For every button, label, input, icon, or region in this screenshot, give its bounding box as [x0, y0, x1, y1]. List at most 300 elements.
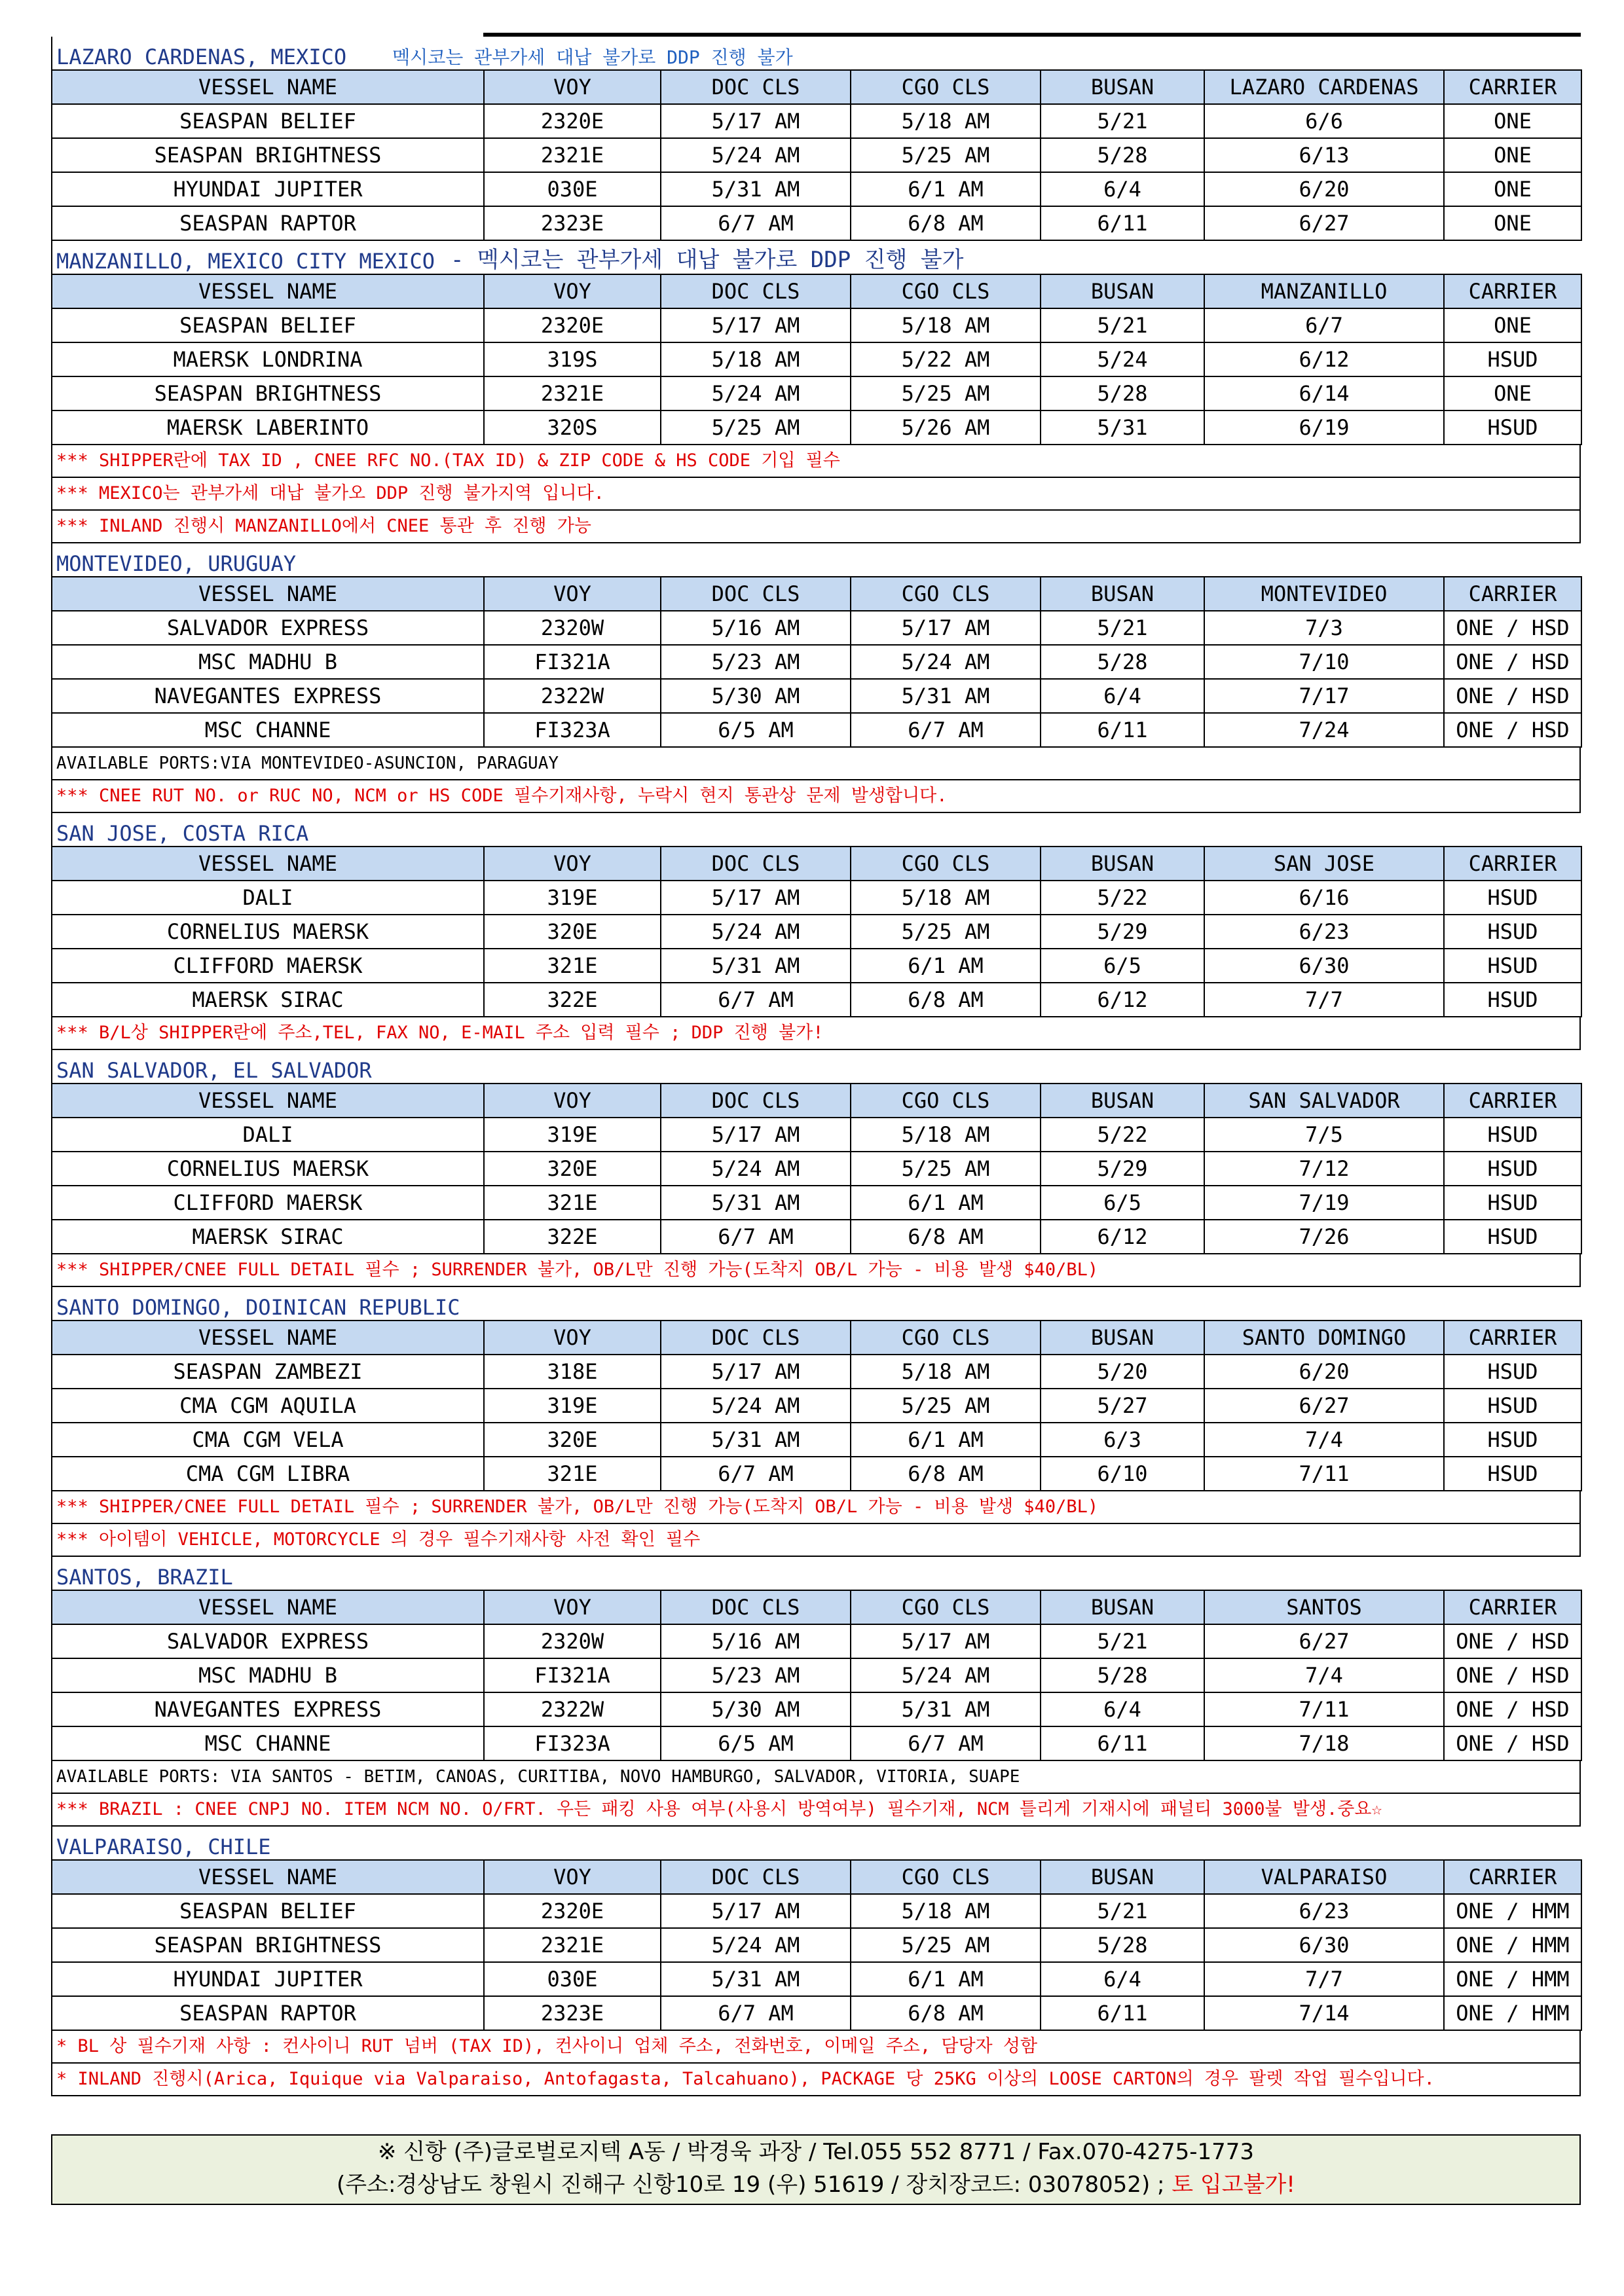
table-cell: 6/5 AM [661, 1726, 851, 1760]
table-cell: 6/4 [1041, 1962, 1204, 1996]
table-cell: HYUNDAI JUPITER [52, 172, 484, 206]
table-cell: 6/19 [1204, 410, 1444, 445]
column-header: CARRIER [1444, 1860, 1581, 1894]
section-header [51, 1557, 1581, 1590]
table-cell: HSUD [1444, 410, 1581, 445]
table-row [52, 713, 1581, 747]
schedule-table [51, 274, 1582, 445]
table-cell: DALI [52, 881, 484, 915]
table-cell: 6/27 [1204, 1389, 1444, 1423]
column-header: CGO CLS [851, 577, 1041, 611]
table-cell: 5/24 AM [661, 376, 851, 410]
table-cell: 6/4 [1041, 679, 1204, 713]
sections-container [51, 37, 1581, 2096]
table-cell: FI323A [484, 1726, 661, 1760]
table-cell: 5/16 AM [661, 611, 851, 645]
table-cell: 5/24 AM [851, 645, 1041, 679]
column-header: MANZANILLO [1204, 274, 1444, 308]
table-cell: 6/8 AM [851, 983, 1041, 1017]
section-note: AVAILABLE PORTS:VIA MONTEVIDEO-ASUNCION, PARAGUAY [51, 748, 1581, 780]
table-cell: SEASPAN BELIEF [52, 308, 484, 342]
column-header: CGO CLS [851, 1084, 1041, 1118]
table-cell: 6/8 AM [851, 1220, 1041, 1254]
table-cell: HSUD [1444, 1355, 1581, 1389]
table-cell: MSC MADHU B [52, 645, 484, 679]
table-cell: ONE [1444, 104, 1581, 138]
column-header: BUSAN [1041, 1321, 1204, 1355]
table-row [52, 1389, 1581, 1423]
table-cell: 6/5 [1041, 949, 1204, 983]
column-header: CGO CLS [851, 847, 1041, 881]
section-note: * BL 상 필수기재 사항 : 컨사이니 RUT 넘버 (TAX ID), 컨사이니 업체 주소, 전화번호, 이메일 주소, 담당자 성함 [51, 2031, 1581, 2064]
table-cell: 5/24 AM [661, 138, 851, 172]
table-cell: DALI [52, 1118, 484, 1152]
table-cell: SEASPAN RAPTOR [52, 1996, 484, 2030]
section-header [51, 1287, 1581, 1320]
column-header: CARRIER [1444, 577, 1581, 611]
table-cell: 6/8 AM [851, 206, 1041, 240]
table-cell: 5/24 AM [851, 1658, 1041, 1692]
table-cell: 6/8 AM [851, 1457, 1041, 1491]
table-cell: 7/24 [1204, 713, 1444, 747]
table-cell: 2320E [484, 308, 661, 342]
table-cell: 322E [484, 983, 661, 1017]
table-row [52, 881, 1581, 915]
table-cell: 5/18 AM [851, 1355, 1041, 1389]
table-cell: 5/22 [1041, 1118, 1204, 1152]
table-cell: 6/1 AM [851, 172, 1041, 206]
table-cell: 6/27 [1204, 206, 1444, 240]
column-header: VALPARAISO [1204, 1860, 1444, 1894]
table-cell: 6/1 AM [851, 1423, 1041, 1457]
table-cell: SALVADOR EXPRESS [52, 1624, 484, 1658]
table-cell: SALVADOR EXPRESS [52, 611, 484, 645]
table-header-row [52, 847, 1581, 881]
section-note: *** SHIPPER/CNEE FULL DETAIL 필수 ; SURRENDER 불가, OB/L만 진행 가능(도착지 OB/L 가능 - 비용 발생 $40/BL) [51, 1491, 1581, 1524]
table-row [52, 1894, 1581, 1928]
table-cell: 5/25 AM [851, 1389, 1041, 1423]
table-cell: 5/28 [1041, 138, 1204, 172]
table-cell: 7/26 [1204, 1220, 1444, 1254]
table-cell: ONE [1444, 376, 1581, 410]
table-cell: 320E [484, 915, 661, 949]
column-header: VESSEL NAME [52, 577, 484, 611]
table-header-row [52, 1860, 1581, 1894]
table-cell: 5/18 AM [661, 342, 851, 376]
table-cell: CLIFFORD MAERSK [52, 949, 484, 983]
table-cell: 321E [484, 949, 661, 983]
table-row [52, 1457, 1581, 1491]
column-header: SAN JOSE [1204, 847, 1444, 881]
table-cell: 5/24 AM [661, 1152, 851, 1186]
table-cell: 5/28 [1041, 1658, 1204, 1692]
table-cell: 5/21 [1041, 1894, 1204, 1928]
table-cell: 6/10 [1041, 1457, 1204, 1491]
schedule-table [51, 576, 1582, 748]
table-cell: 5/28 [1041, 1928, 1204, 1962]
table-cell: 5/31 AM [661, 1423, 851, 1457]
table-row [52, 138, 1581, 172]
section-title: LAZARO CARDENAS, MEXICO [56, 45, 347, 69]
table-cell: 2321E [484, 1928, 661, 1962]
table-row [52, 1186, 1581, 1220]
table-cell: ONE / HSD [1444, 713, 1581, 747]
table-cell: 5/17 AM [661, 881, 851, 915]
table-cell: 5/23 AM [661, 1658, 851, 1692]
table-cell: HSUD [1444, 1220, 1581, 1254]
table-cell: 2320E [484, 104, 661, 138]
table-cell: 6/14 [1204, 376, 1444, 410]
column-header: CARRIER [1444, 847, 1581, 881]
column-header: SANTO DOMINGO [1204, 1321, 1444, 1355]
table-cell: 6/8 AM [851, 1996, 1041, 2030]
table-cell: SEASPAN ZAMBEZI [52, 1355, 484, 1389]
table-row [52, 1658, 1581, 1692]
table-row [52, 206, 1581, 240]
schedule-table [51, 1859, 1582, 2031]
table-cell: FI323A [484, 713, 661, 747]
table-cell: MAERSK SIRAC [52, 1220, 484, 1254]
table-cell: 5/28 [1041, 376, 1204, 410]
table-cell: MAERSK LABERINTO [52, 410, 484, 445]
table-cell: 5/23 AM [661, 645, 851, 679]
table-cell: SEASPAN RAPTOR [52, 206, 484, 240]
section-note: *** B/L상 SHIPPER란에 주소,TEL, FAX NO, E-MAIL 주소 입력 필수 ; DDP 진행 불가! [51, 1017, 1581, 1050]
table-cell: ONE [1444, 308, 1581, 342]
schedule-table [51, 846, 1582, 1017]
table-cell: 5/22 [1041, 881, 1204, 915]
table-cell: 5/25 AM [851, 138, 1041, 172]
table-row [52, 679, 1581, 713]
table-cell: 5/18 AM [851, 881, 1041, 915]
table-cell: ONE / HMM [1444, 1894, 1581, 1928]
table-cell: ONE / HSD [1444, 645, 1581, 679]
column-header: VOY [484, 1590, 661, 1624]
column-header: CGO CLS [851, 1590, 1041, 1624]
footer-line2 [52, 2168, 1579, 2201]
table-cell: 7/7 [1204, 983, 1444, 1017]
table-cell: 5/31 AM [661, 172, 851, 206]
column-header: BUSAN [1041, 70, 1204, 104]
table-cell: NAVEGANTES EXPRESS [52, 679, 484, 713]
table-cell: 6/7 AM [661, 1457, 851, 1491]
table-cell: HSUD [1444, 342, 1581, 376]
section-title-note: - 멕시코는 관부가세 대납 불가로 DDP 진행 불가 [450, 247, 964, 273]
table-row [52, 1423, 1581, 1457]
column-header: VESSEL NAME [52, 1860, 484, 1894]
table-cell: 7/11 [1204, 1457, 1444, 1491]
table-cell: 2322W [484, 679, 661, 713]
table-cell: 6/7 AM [661, 1220, 851, 1254]
table-cell: 5/24 AM [661, 915, 851, 949]
table-cell: MSC CHANNE [52, 1726, 484, 1760]
footer-address: (주소:경상남도 창원시 진해구 신항10로 19 (우) 51619 / 장치장코드: 03078052) ; [337, 2172, 1172, 2198]
column-header: DOC CLS [661, 70, 851, 104]
table-cell: 319E [484, 1389, 661, 1423]
column-header: VESSEL NAME [52, 847, 484, 881]
table-cell: 6/4 [1041, 1692, 1204, 1726]
table-cell: 6/20 [1204, 1355, 1444, 1389]
column-header: DOC CLS [661, 1590, 851, 1624]
table-cell: 5/25 AM [851, 376, 1041, 410]
table-cell: 5/31 [1041, 410, 1204, 445]
column-header: VOY [484, 577, 661, 611]
section-note: *** SHIPPER란에 TAX ID , CNEE RFC NO.(TAX ID) & ZIP CODE & HS CODE 기입 필수 [51, 445, 1581, 478]
table-row [52, 1118, 1581, 1152]
table-cell: 322E [484, 1220, 661, 1254]
table-row [52, 410, 1581, 445]
table-cell: 5/17 AM [661, 1355, 851, 1389]
table-header-row [52, 577, 1581, 611]
column-header: DOC CLS [661, 1084, 851, 1118]
table-cell: 5/21 [1041, 611, 1204, 645]
table-cell: 5/31 AM [661, 949, 851, 983]
table-cell: 7/18 [1204, 1726, 1444, 1760]
table-cell: 2323E [484, 206, 661, 240]
table-cell: 5/29 [1041, 915, 1204, 949]
table-cell: 7/4 [1204, 1423, 1444, 1457]
table-cell: 5/25 AM [851, 915, 1041, 949]
table-cell: SEASPAN BRIGHTNESS [52, 138, 484, 172]
section-title: MONTEVIDEO, URUGUAY [56, 551, 297, 576]
column-header: VESSEL NAME [52, 1590, 484, 1624]
table-cell: 6/16 [1204, 881, 1444, 915]
table-cell: ONE / HMM [1444, 1962, 1581, 1996]
table-cell: 5/16 AM [661, 1624, 851, 1658]
table-cell: HSUD [1444, 1186, 1581, 1220]
column-header: CGO CLS [851, 274, 1041, 308]
table-cell: 6/7 AM [661, 983, 851, 1017]
table-cell: 7/14 [1204, 1996, 1444, 2030]
table-cell: 5/25 AM [661, 410, 851, 445]
table-cell: 6/23 [1204, 1894, 1444, 1928]
table-row [52, 308, 1581, 342]
table-row [52, 645, 1581, 679]
column-header: CGO CLS [851, 70, 1041, 104]
table-cell: 6/7 AM [851, 1726, 1041, 1760]
table-cell: 6/6 [1204, 104, 1444, 138]
table-cell: HSUD [1444, 1423, 1581, 1457]
table-cell: MAERSK SIRAC [52, 983, 484, 1017]
table-cell: CMA CGM AQUILA [52, 1389, 484, 1423]
table-cell: 5/17 AM [661, 308, 851, 342]
table-cell: 5/30 AM [661, 1692, 851, 1726]
column-header: BUSAN [1041, 1084, 1204, 1118]
table-row [52, 1996, 1581, 2030]
column-header: BUSAN [1041, 1590, 1204, 1624]
table-cell: 7/11 [1204, 1692, 1444, 1726]
table-cell: 6/7 AM [661, 206, 851, 240]
table-row [52, 172, 1581, 206]
table-cell: SEASPAN BRIGHTNESS [52, 1928, 484, 1962]
table-cell: 5/26 AM [851, 410, 1041, 445]
table-cell: 7/7 [1204, 1962, 1444, 1996]
table-cell: 320E [484, 1152, 661, 1186]
column-header: VOY [484, 274, 661, 308]
section-header [51, 1827, 1581, 1859]
table-row [52, 915, 1581, 949]
table-cell: 5/30 AM [661, 679, 851, 713]
table-cell: 5/20 [1041, 1355, 1204, 1389]
table-cell: 7/4 [1204, 1658, 1444, 1692]
column-header: CGO CLS [851, 1321, 1041, 1355]
table-cell: MSC CHANNE [52, 713, 484, 747]
table-cell: 6/7 AM [851, 713, 1041, 747]
table-cell: 6/12 [1041, 983, 1204, 1017]
section-note: *** BRAZIL : CNEE CNPJ NO. ITEM NCM NO. O/FRT. 우든 패킹 사용 여부(사용시 방역여부) 필수기재, NCM 틀리게 기재시에 패널티 3000불 발생.중요☆ [51, 1794, 1581, 1827]
table-cell: 320E [484, 1423, 661, 1457]
table-cell: 7/19 [1204, 1186, 1444, 1220]
table-cell: SEASPAN BELIEF [52, 104, 484, 138]
table-cell: ONE / HMM [1444, 1996, 1581, 2030]
column-header: VOY [484, 847, 661, 881]
section-note: *** SHIPPER/CNEE FULL DETAIL 필수 ; SURRENDER 불가, OB/L만 진행 가능(도착지 OB/L 가능 - 비용 발생 $40/BL) [51, 1254, 1581, 1287]
table-cell: 5/18 AM [851, 104, 1041, 138]
table-cell: 5/21 [1041, 104, 1204, 138]
section-note: *** INLAND 진행시 MANZANILLO에서 CNEE 통관 후 진행 가능 [51, 511, 1581, 543]
table-cell: CORNELIUS MAERSK [52, 915, 484, 949]
table-cell: 5/18 AM [851, 308, 1041, 342]
table-row [52, 1726, 1581, 1760]
table-cell: 6/11 [1041, 1996, 1204, 2030]
table-cell: ONE [1444, 172, 1581, 206]
table-cell: 5/17 AM [661, 1894, 851, 1928]
table-cell: 5/31 AM [851, 679, 1041, 713]
table-cell: HSUD [1444, 915, 1581, 949]
section-note: AVAILABLE PORTS: VIA SANTOS - BETIM, CANOAS, CURITIBA, NOVO HAMBURGO, SALVADOR, VITORIA, SUAPE [51, 1761, 1581, 1794]
table-cell: HSUD [1444, 881, 1581, 915]
table-cell: MSC MADHU B [52, 1658, 484, 1692]
table-cell: 5/24 AM [661, 1389, 851, 1423]
table-cell: HSUD [1444, 1118, 1581, 1152]
table-cell: 5/25 AM [851, 1152, 1041, 1186]
table-cell: HYUNDAI JUPITER [52, 1962, 484, 1996]
column-header: VESSEL NAME [52, 1084, 484, 1118]
column-header: SAN SALVADOR [1204, 1084, 1444, 1118]
table-cell: ONE [1444, 138, 1581, 172]
table-cell: 5/22 AM [851, 342, 1041, 376]
table-cell: HSUD [1444, 1389, 1581, 1423]
table-cell: SEASPAN BRIGHTNESS [52, 376, 484, 410]
column-header: VOY [484, 1321, 661, 1355]
table-cell: CLIFFORD MAERSK [52, 1186, 484, 1220]
table-cell: 6/13 [1204, 138, 1444, 172]
table-cell: 321E [484, 1457, 661, 1491]
table-cell: 6/11 [1041, 206, 1204, 240]
table-cell: 5/17 AM [661, 1118, 851, 1152]
table-cell: 2323E [484, 1996, 661, 2030]
table-cell: 319E [484, 1118, 661, 1152]
table-cell: 5/24 AM [661, 1928, 851, 1962]
table-cell: 7/5 [1204, 1118, 1444, 1152]
column-header: BUSAN [1041, 577, 1204, 611]
footer-line1: ※ 신항 (주)글로벌로지텍 A동 / 박경욱 과장 / Tel.055 552 8771 / Fax.070-4275-1773 [377, 2139, 1255, 2165]
column-header: VOY [484, 1860, 661, 1894]
table-cell: 2320W [484, 1624, 661, 1658]
table-row [52, 1355, 1581, 1389]
column-header: CARRIER [1444, 70, 1581, 104]
table-cell: 6/7 AM [661, 1996, 851, 2030]
table-cell: 6/4 [1041, 172, 1204, 206]
table-cell: 6/1 AM [851, 1186, 1041, 1220]
table-cell: 030E [484, 1962, 661, 1996]
table-row [52, 1962, 1581, 1996]
section-title-note: 멕시코는 관부가세 대납 불가로 DDP 진행 불가 [392, 46, 793, 68]
section-title: SAN JOSE, COSTA RICA [56, 821, 309, 846]
table-cell: 2320E [484, 1894, 661, 1928]
section-header [51, 1050, 1581, 1083]
contact-footer [51, 2134, 1581, 2205]
table-cell: 5/18 AM [851, 1118, 1041, 1152]
column-header: SANTOS [1204, 1590, 1444, 1624]
table-cell: 5/24 [1041, 342, 1204, 376]
table-cell: 6/1 AM [851, 949, 1041, 983]
table-cell: ONE / HSD [1444, 1692, 1581, 1726]
table-cell: 7/12 [1204, 1152, 1444, 1186]
table-cell: 5/28 [1041, 645, 1204, 679]
table-header-row [52, 274, 1581, 308]
table-row [52, 376, 1581, 410]
table-cell: 5/31 AM [851, 1692, 1041, 1726]
table-cell: 6/11 [1041, 713, 1204, 747]
table-cell: 5/21 [1041, 308, 1204, 342]
footer-warning: 토 입고불가! [1172, 2172, 1295, 2198]
table-row [52, 1624, 1581, 1658]
table-cell: HSUD [1444, 1457, 1581, 1491]
table-row [52, 1152, 1581, 1186]
table-row [52, 949, 1581, 983]
table-row [52, 1220, 1581, 1254]
column-header: DOC CLS [661, 1860, 851, 1894]
table-cell: ONE / HSD [1444, 679, 1581, 713]
column-header: CGO CLS [851, 1860, 1041, 1894]
table-cell: 6/12 [1204, 342, 1444, 376]
table-cell: 2322W [484, 1692, 661, 1726]
table-row [52, 342, 1581, 376]
table-cell: NAVEGANTES EXPRESS [52, 1692, 484, 1726]
column-header: BUSAN [1041, 847, 1204, 881]
table-cell: 6/11 [1041, 1726, 1204, 1760]
table-cell: 5/31 AM [661, 1962, 851, 1996]
table-cell: 6/3 [1041, 1423, 1204, 1457]
table-header-row [52, 70, 1581, 104]
section-note: *** 아이템이 VEHICLE, MOTORCYCLE 의 경우 필수기재사항 사전 확인 필수 [51, 1524, 1581, 1557]
table-cell: ONE / HSD [1444, 1624, 1581, 1658]
table-cell: 7/3 [1204, 611, 1444, 645]
schedule-table [51, 1083, 1582, 1254]
table-cell: 6/27 [1204, 1624, 1444, 1658]
table-row [52, 104, 1581, 138]
table-cell: 6/1 AM [851, 1962, 1041, 1996]
table-cell: 321E [484, 1186, 661, 1220]
table-cell: 5/27 [1041, 1389, 1204, 1423]
table-cell: CMA CGM VELA [52, 1423, 484, 1457]
section-note: * INLAND 진행시(Arica, Iquique via Valparaiso, Antofagasta, Talcahuano), PACKAGE 당 25KG 이상의 LOOSE CARTON의 경우 팔렛 작업 필수입니다. [51, 2064, 1581, 2096]
section-header [51, 543, 1581, 576]
table-cell: CMA CGM LIBRA [52, 1457, 484, 1491]
table-cell: ONE / HSD [1444, 1726, 1581, 1760]
table-cell: 6/5 [1041, 1186, 1204, 1220]
table-cell: 6/30 [1204, 1928, 1444, 1962]
column-header: BUSAN [1041, 1860, 1204, 1894]
section-title: SANTOS, BRAZIL [56, 1565, 233, 1590]
table-cell: ONE / HSD [1444, 611, 1581, 645]
table-cell: 5/17 AM [851, 1624, 1041, 1658]
table-cell: 5/18 AM [851, 1894, 1041, 1928]
schedule-table [51, 69, 1582, 241]
table-cell: 319S [484, 342, 661, 376]
table-cell: 7/10 [1204, 645, 1444, 679]
